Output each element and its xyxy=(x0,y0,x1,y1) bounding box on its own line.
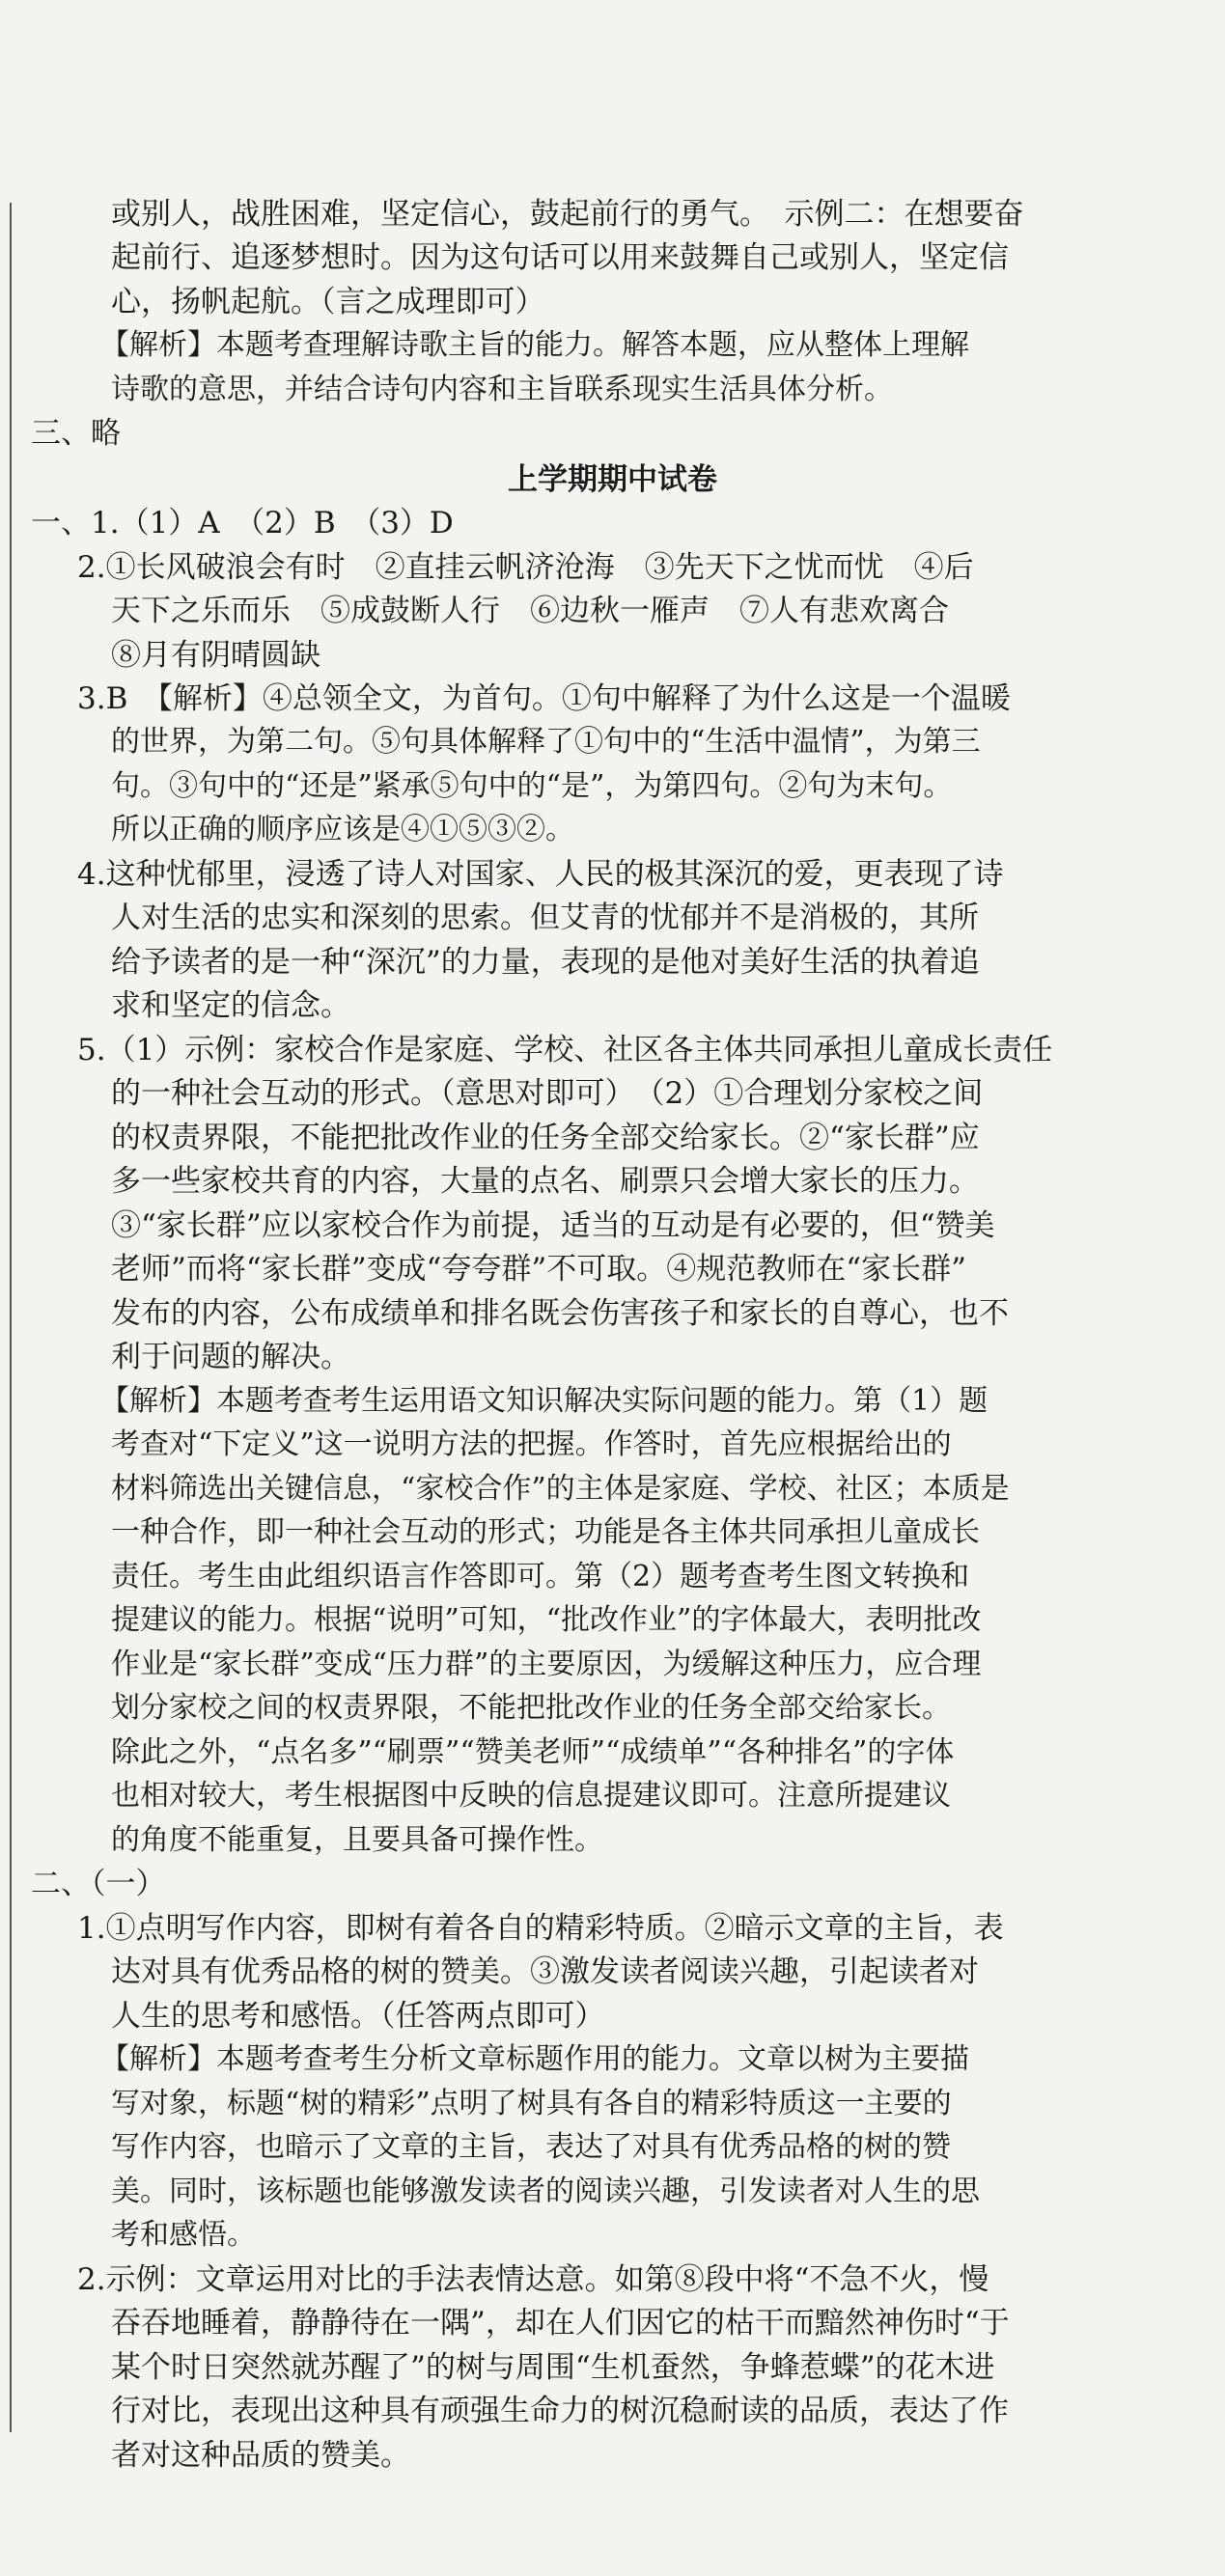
analysis-line: 作业是“家长群”变成“压力群”的主要原因，为缓解这种压力，应合理 xyxy=(111,1648,982,1681)
text-line: 利于问题的解决。 xyxy=(111,1340,350,1374)
question-line: 2.①长风破浪会有时 ②直挂云帆济沧海 ③先天下之忧而忧 ④后 xyxy=(77,550,974,585)
text-line: 起前行、追逐梦想时。因为这句话可以用来鼓舞自己或别人，坚定信 xyxy=(111,240,1009,275)
analysis-line: 写作内容，也暗示了文章的主旨，表达了对具有优秀品格的树的赞 xyxy=(111,2130,951,2164)
text-line: 人生的思考和感悟。（任答两点即可） xyxy=(111,1999,605,2034)
text-line: 的权责界限，不能把批改作业的任务全部交给家长。②“家长群”应 xyxy=(111,1121,980,1155)
text-line: 多一些家校共育的内容，大量的点名、刷票只会增大家长的压力。 xyxy=(111,1164,979,1199)
exam-title: 上学期期中试卷 xyxy=(508,462,717,497)
question-line: 一、1.（1）A （2）B （3）D xyxy=(31,506,454,540)
question-line: 3.B 【解析】④总领全文，为首句。①句中解释了为什么这是一个温暖 xyxy=(77,681,1011,716)
analysis-line: 的角度不能重复，且要具备可操作性。 xyxy=(111,1823,603,1857)
analysis-line: 美。同时，该标题也能够激发读者的阅读兴趣，引发读者对人生的思 xyxy=(111,2174,980,2208)
analysis-line: 【解析】本题考查考生分析文章标题作用的能力。文章以树为主要描 xyxy=(100,2042,969,2076)
text-line: 行对比，表现出这种具有顽强生命力的树沉稳耐读的品质，表达了作 xyxy=(111,2394,1009,2428)
question-line: 4.这种忧郁里，浸透了诗人对国家、人民的极其深沉的爱，更表现了诗 xyxy=(77,857,1004,892)
text-line: ③“家长群”应以家校合作为前提，适当的互动是有必要的，但“赞美 xyxy=(111,1208,995,1243)
analysis-line: 【解析】本题考查考生运用语文知识解决实际问题的能力。第（1）题 xyxy=(100,1384,988,1418)
analysis-line: 除此之外，“点名多”“刷票”“赞美老师”“成绩单”“各种排名”的字体 xyxy=(111,1735,955,1769)
text-line: 人对生活的忠实和深刻的思索。但艾青的忧郁并不是消极的，其所 xyxy=(111,900,979,935)
text-line: 心，扬帆起航。（言之成理即可） xyxy=(111,285,545,319)
analysis-line: 责任。考生由此组织语言作答即可。第（2）题考查考生图文转换和 xyxy=(111,1560,970,1593)
section-heading: 二、（一） xyxy=(31,1867,166,1901)
analysis-line: 【解析】本题考查理解诗歌主旨的能力。解答本题，应从整体上理解 xyxy=(100,328,969,362)
text-line: 者对这种品质的赞美。 xyxy=(111,2438,410,2473)
analysis-line: 考查对“下定义”这一说明方法的把握。作答时，首先应根据给出的 xyxy=(111,1427,952,1461)
text-line: 求和坚定的信念。 xyxy=(111,988,350,1023)
text-line: 天下之乐而乐 ⑤成鼓断人行 ⑥边秋一雁声 ⑦人有悲欢离合 xyxy=(111,594,949,628)
question-line: 1.①点明写作内容，即树有着各自的精彩特质。②暗示文章的主旨，表 xyxy=(77,1911,1004,1946)
question-line: 5.（1）示例：家校合作是家庭、学校、社区各主体共同承担儿童成长责任 xyxy=(77,1033,1053,1067)
analysis-line: 也相对较大，考生根据图中反映的信息提建议即可。注意所提建议 xyxy=(111,1779,951,1813)
text-line: 给予读者的是一种“深沉”的力量，表现的是他对美好生活的执着追 xyxy=(111,945,980,980)
analysis-line: 写对象，标题“树的精彩”点明了树具有各自的精彩特质这一主要的 xyxy=(111,2087,952,2120)
analysis-line: 的世界，为第二句。⑤句具体解释了①句中的“生活中温情”，为第三 xyxy=(111,725,981,759)
text-line: 某个时日突然就苏醒了”的树与周围“生机蚕然，争蜂惹蝶”的花木进 xyxy=(111,2350,995,2385)
analysis-line: 一种合作，即一种社会互动的形式；功能是各主体共同承担儿童成长 xyxy=(111,1515,980,1549)
binding-margin-line xyxy=(10,203,12,2432)
section-heading: 三、略 xyxy=(31,416,121,451)
question-line: 2.示例：文章运用对比的手法表情达意。如第⑧段中将“不急不火，慢 xyxy=(77,2262,989,2297)
text-line: 的一种社会互动的形式。（意思对即可） （2）①合理划分家校之间 xyxy=(111,1076,984,1111)
text-line: 达对具有优秀品格的树的赞美。③激发读者阅读兴趣，引起读者对 xyxy=(111,1954,979,1989)
analysis-line: 所以正确的顺序应该是④①⑤③②。 xyxy=(111,813,574,846)
text-line: 吞吞地睡着，静静待在一隅”，却在人们因它的枯干而黯然神伤时“于 xyxy=(111,2306,1010,2341)
analysis-line: 考和感悟。 xyxy=(111,2218,256,2252)
text-line: 发布的内容，公布成绩单和排名既会伤害孩子和家长的自尊心，也不 xyxy=(111,1296,1009,1331)
analysis-line: 划分家校之间的权责界限，不能把批改作业的任务全部交给家长。 xyxy=(111,1691,951,1725)
analysis-line: 句。③句中的“还是”紧承⑤句中的“是”，为第四句。②句为末句。 xyxy=(111,769,953,803)
text-line: 老师”而将“家长群”变成“夸夸群”不可取。④规范教师在“家长群” xyxy=(111,1252,966,1287)
analysis-line: 材料筛选出关键信息，“家校合作”的主体是家庭、学校、社区；本质是 xyxy=(111,1472,1010,1506)
text-line: ⑧月有阴晴圆缺 xyxy=(111,638,320,673)
analysis-line: 提建议的能力。根据“说明”可知，“批改作业”的字体最大，表明批改 xyxy=(111,1603,982,1637)
text-line: 或别人，战胜困难，坚定信心，鼓起前行的勇气。 示例二：在想要奋 xyxy=(111,197,1024,232)
analysis-line: 诗歌的意思，并结合诗句内容和主旨联系现实生活具体分析。 xyxy=(111,373,893,406)
